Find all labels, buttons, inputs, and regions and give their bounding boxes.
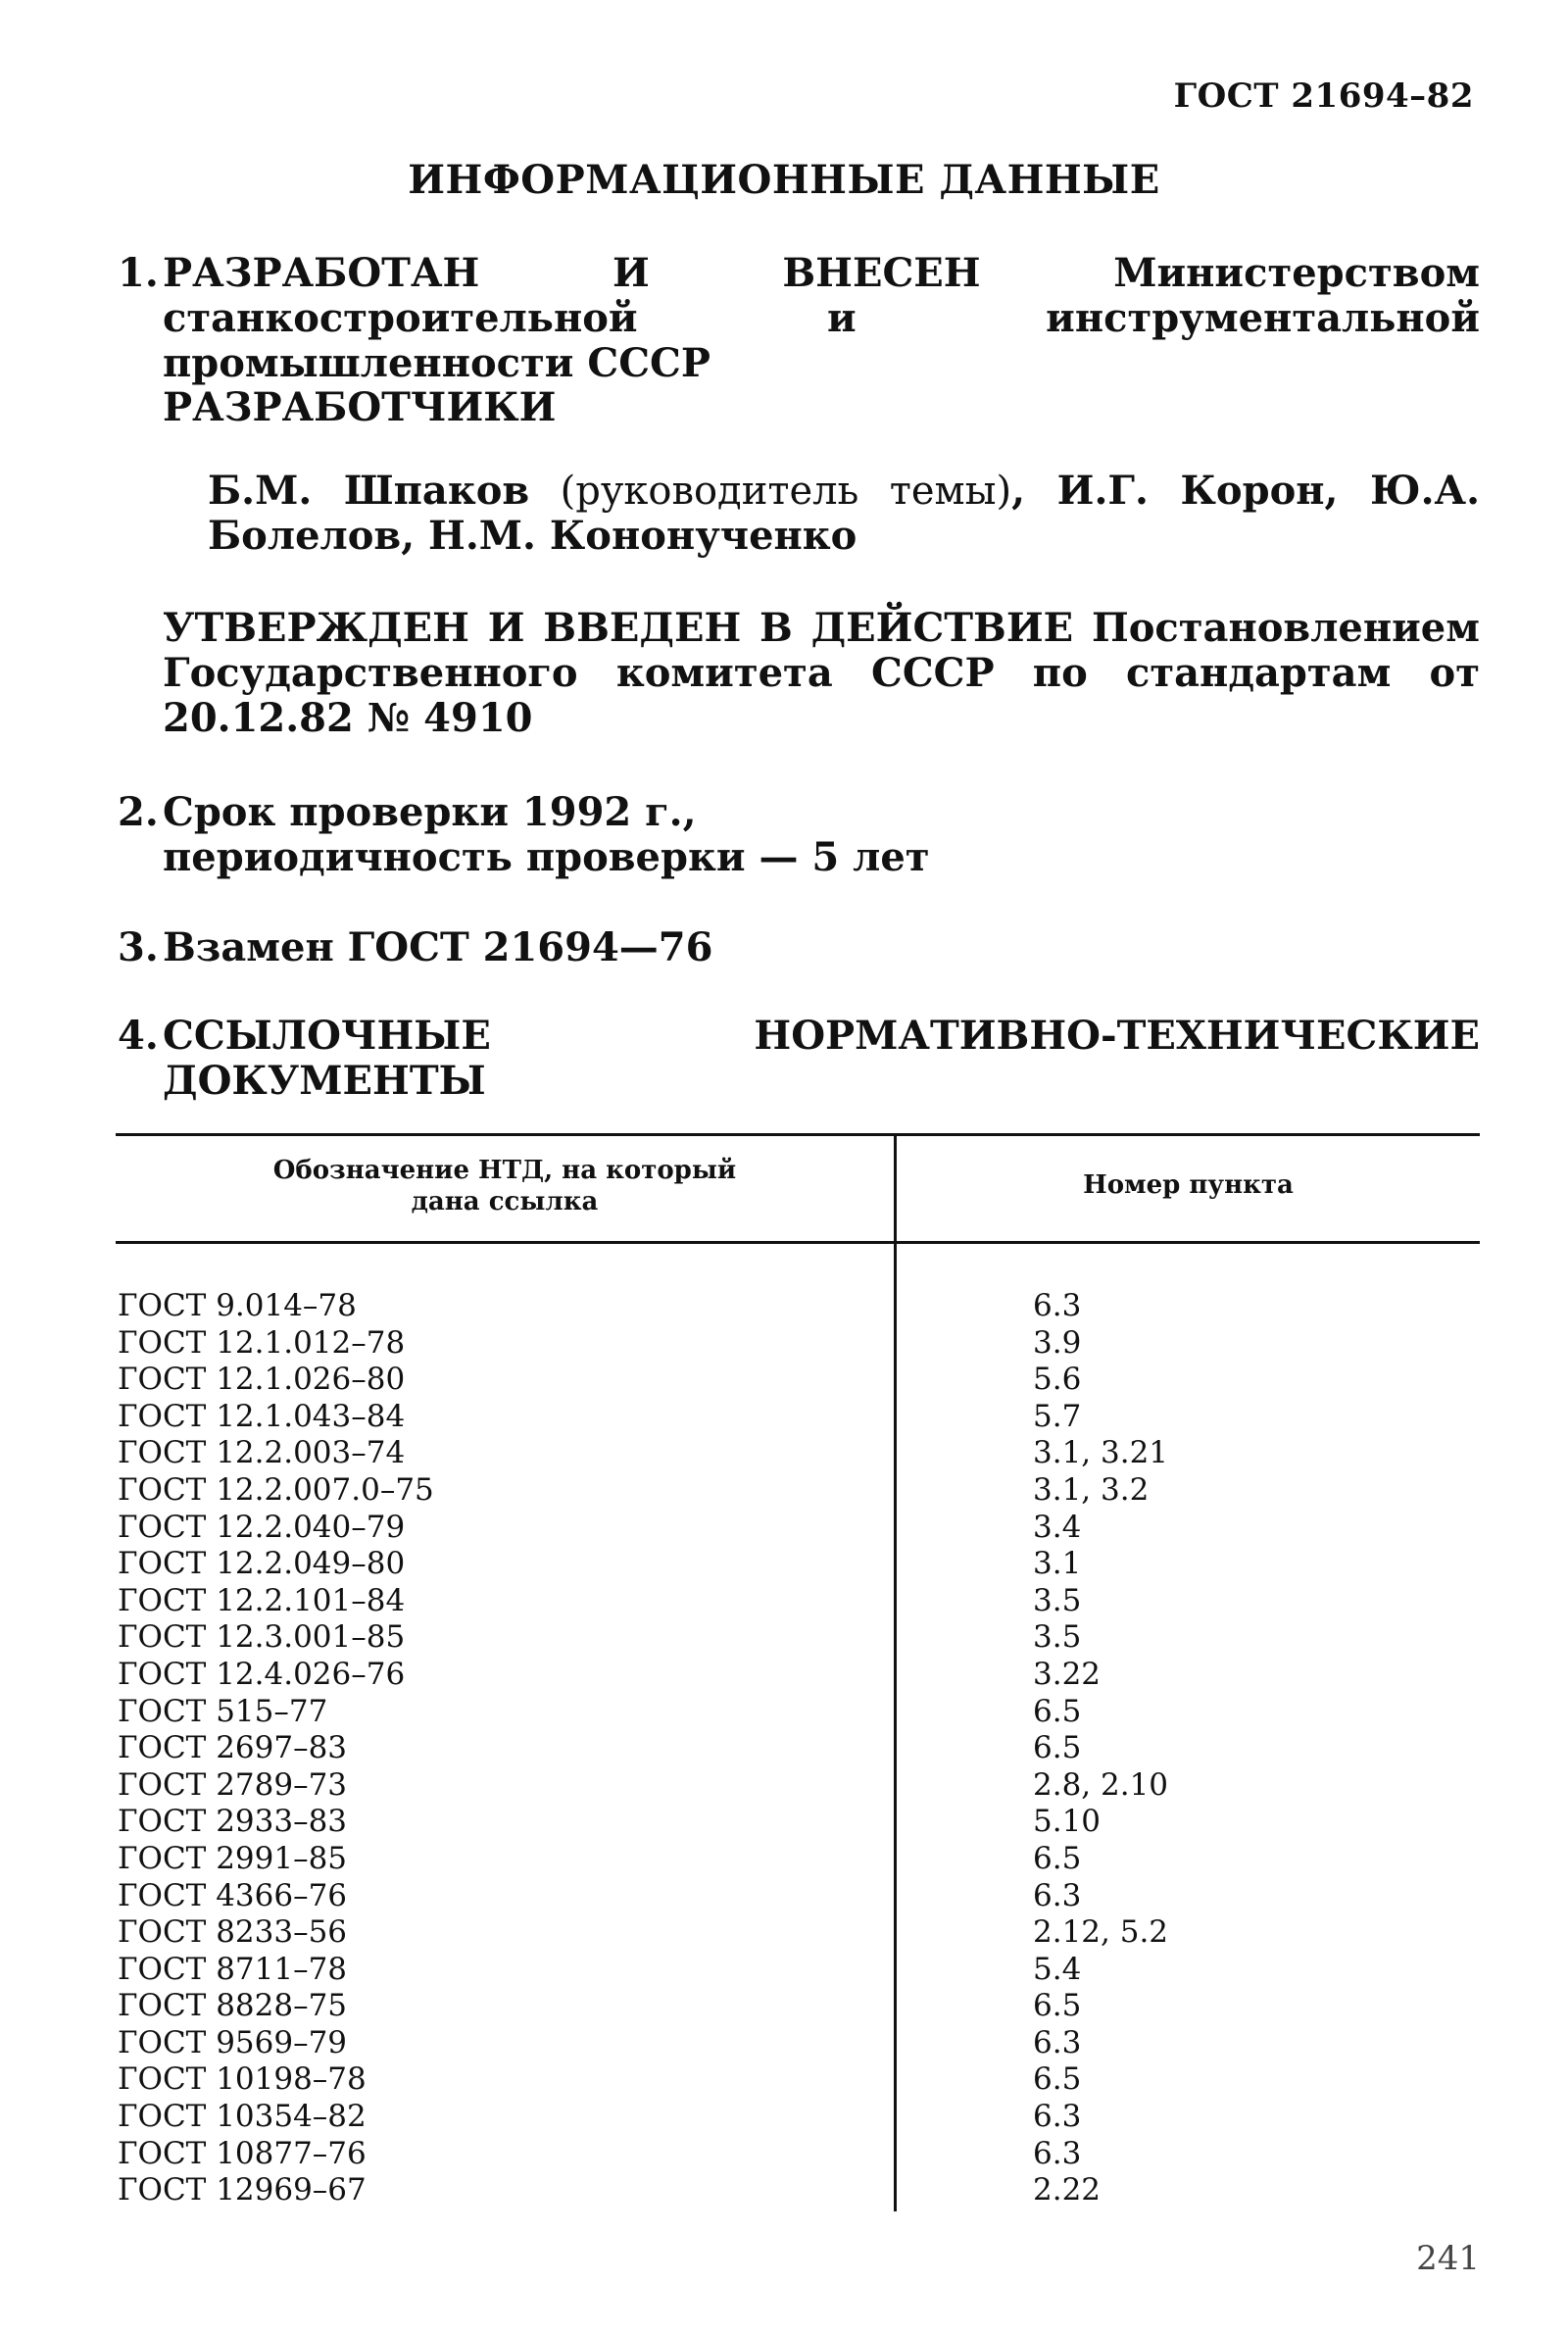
item-replaces [118, 925, 1098, 970]
table-row [116, 1325, 1480, 1363]
row-clause: 5.6 [1033, 1362, 1082, 1398]
table-row [116, 1804, 1480, 1841]
row-clause: 5.4 [1033, 1951, 1082, 1987]
row-document: ГОСТ 10198–78 [118, 2061, 367, 2098]
table-row [116, 1952, 1480, 1989]
row-clause: 6.3 [1033, 1877, 1082, 1913]
table-row [116, 1399, 1480, 1436]
column-header-line: дана ссылка [411, 1187, 599, 1216]
row-clause: 3.1 [1033, 1546, 1082, 1582]
item-text: ССЫЛОЧНЫЕ НОРМАТИВНО-ТЕХНИЧЕСКИЕ ДОКУМЕНТЫ [163, 1013, 1480, 1104]
item-reference-docs [118, 1014, 1480, 1104]
table-row [116, 1583, 1480, 1620]
page-number: 241 [1416, 2239, 1480, 2278]
row-document: ГОСТ 12.2.003–74 [118, 1435, 406, 1471]
row-document: ГОСТ 8711–78 [118, 1951, 348, 1987]
table-row [116, 1694, 1480, 1731]
row-clause: 6.3 [1033, 2099, 1082, 2135]
table-row [116, 1435, 1480, 1472]
table-row [116, 1546, 1480, 1583]
row-document: ГОСТ 12969–67 [118, 2172, 367, 2208]
item-number: 4. [118, 1013, 159, 1059]
standard-number: ГОСТ 21694–82 [1173, 76, 1474, 116]
table-row [116, 1841, 1480, 1878]
row-clause: 3.22 [1033, 1656, 1102, 1692]
row-clause: 3.1, 3.21 [1033, 1435, 1169, 1471]
row-document: ГОСТ 9569–79 [118, 2024, 348, 2060]
row-clause: 6.5 [1033, 2061, 1082, 2098]
item-text: Взамен ГОСТ 21694—76 [163, 924, 713, 970]
item-developed-by [118, 251, 1480, 386]
row-clause: 2.22 [1033, 2172, 1102, 2208]
column-header-clause: Номер пункта [1083, 1170, 1294, 1200]
row-clause: 3.5 [1033, 1619, 1082, 1656]
table-row [116, 2099, 1480, 2136]
row-document: ГОСТ 12.2.101–84 [118, 1582, 406, 1618]
row-clause: 3.4 [1033, 1509, 1082, 1545]
page-title: ИНФОРМАЦИОННЫЕ ДАННЫЕ [408, 157, 1160, 203]
row-clause: 6.3 [1033, 2024, 1082, 2060]
row-clause: 3.9 [1033, 1324, 1082, 1361]
row-document: ГОСТ 9.014–78 [118, 1288, 357, 1323]
table-row [116, 2061, 1480, 2099]
table-body [116, 1288, 1480, 2209]
row-clause: 2.12, 5.2 [1033, 1914, 1169, 1951]
row-document: ГОСТ 12.3.001–85 [118, 1619, 406, 1656]
item-number: 3. [118, 924, 159, 970]
row-clause: 6.3 [1033, 2135, 1082, 2171]
row-document: ГОСТ 10877–76 [118, 2135, 367, 2171]
developer-role: (руководитель темы) [529, 469, 1012, 514]
table-row [116, 1362, 1480, 1399]
item-text-line2: периодичность проверки — 5 лет [163, 834, 930, 880]
item-review-period [118, 790, 1098, 880]
table-row [116, 2172, 1480, 2209]
row-document: ГОСТ 8233–56 [118, 1914, 348, 1951]
table-header-rule [116, 1241, 1480, 1244]
reference-table [116, 1133, 1480, 2211]
table-row [116, 1657, 1480, 1694]
table-row [116, 1288, 1480, 1325]
developer-others: , И.Г. Корон, Ю.А. Болелов, Н.М. Кононученко [208, 468, 1481, 559]
table-top-rule [116, 1133, 1480, 1136]
row-document: ГОСТ 12.4.026–76 [118, 1656, 406, 1692]
approval-text: Постановлением Государственного комитета СССР по стандартам от 20.12.82 № 4910 [163, 605, 1480, 741]
row-document: ГОСТ 4366–76 [118, 1877, 348, 1913]
developers-names [208, 469, 1480, 559]
row-clause: 6.5 [1033, 1693, 1082, 1729]
row-clause: 5.7 [1033, 1398, 1082, 1434]
row-clause: 5.10 [1033, 1804, 1102, 1840]
row-document: ГОСТ 8828–75 [118, 1988, 348, 2024]
row-document: ГОСТ 12.2.049–80 [118, 1546, 406, 1582]
row-document: ГОСТ 12.1.043–84 [118, 1398, 406, 1434]
column-header-document [116, 1155, 894, 1217]
row-document: ГОСТ 2697–83 [118, 1730, 348, 1766]
row-clause: 3.5 [1033, 1582, 1082, 1618]
row-document: ГОСТ 12.2.007.0–75 [118, 1471, 434, 1508]
row-clause: 6.5 [1033, 1730, 1082, 1766]
table-row [116, 1510, 1480, 1547]
item-number: 1. [118, 250, 159, 296]
row-clause: 3.1, 3.2 [1033, 1471, 1150, 1508]
table-row [116, 2025, 1480, 2062]
row-document: ГОСТ 2991–85 [118, 1840, 348, 1876]
row-document: ГОСТ 10354–82 [118, 2099, 367, 2135]
row-clause: 6.5 [1033, 1840, 1082, 1876]
row-document: ГОСТ 515–77 [118, 1693, 328, 1729]
item-text-line1: Срок проверки 1992 г., [163, 789, 697, 835]
table-row [116, 1472, 1480, 1510]
developer-lead: Б.М. Шпаков [208, 468, 530, 514]
row-document: ГОСТ 2933–83 [118, 1804, 348, 1840]
approval-statement [163, 606, 1480, 741]
row-clause: 6.3 [1033, 1288, 1082, 1323]
approval-lead: УТВЕРЖДЕН И ВВЕДЕН В ДЕЙСТВИЕ [163, 605, 1074, 651]
table-row [116, 1730, 1480, 1767]
table-row [116, 1988, 1480, 2025]
table-row [116, 1767, 1480, 1805]
row-clause: 2.8, 2.10 [1033, 1766, 1169, 1803]
row-document: ГОСТ 12.2.040–79 [118, 1509, 406, 1545]
item-text: РАЗРАБОТАН И ВНЕСЕН Министерством станкостроительной и инструментальной промышленности СССР [163, 250, 1480, 386]
developers-heading: РАЗРАБОТЧИКИ [163, 384, 557, 430]
row-document: ГОСТ 2789–73 [118, 1766, 348, 1803]
table-row [116, 1878, 1480, 1915]
row-document: ГОСТ 12.1.012–78 [118, 1324, 406, 1361]
row-document: ГОСТ 12.1.026–80 [118, 1362, 406, 1398]
column-header-line: Обозначение НТД, на который [272, 1156, 737, 1185]
table-row [116, 1914, 1480, 1952]
row-clause: 6.5 [1033, 1988, 1082, 2024]
item-number: 2. [118, 789, 159, 835]
table-row [116, 1619, 1480, 1657]
table-row [116, 2136, 1480, 2173]
